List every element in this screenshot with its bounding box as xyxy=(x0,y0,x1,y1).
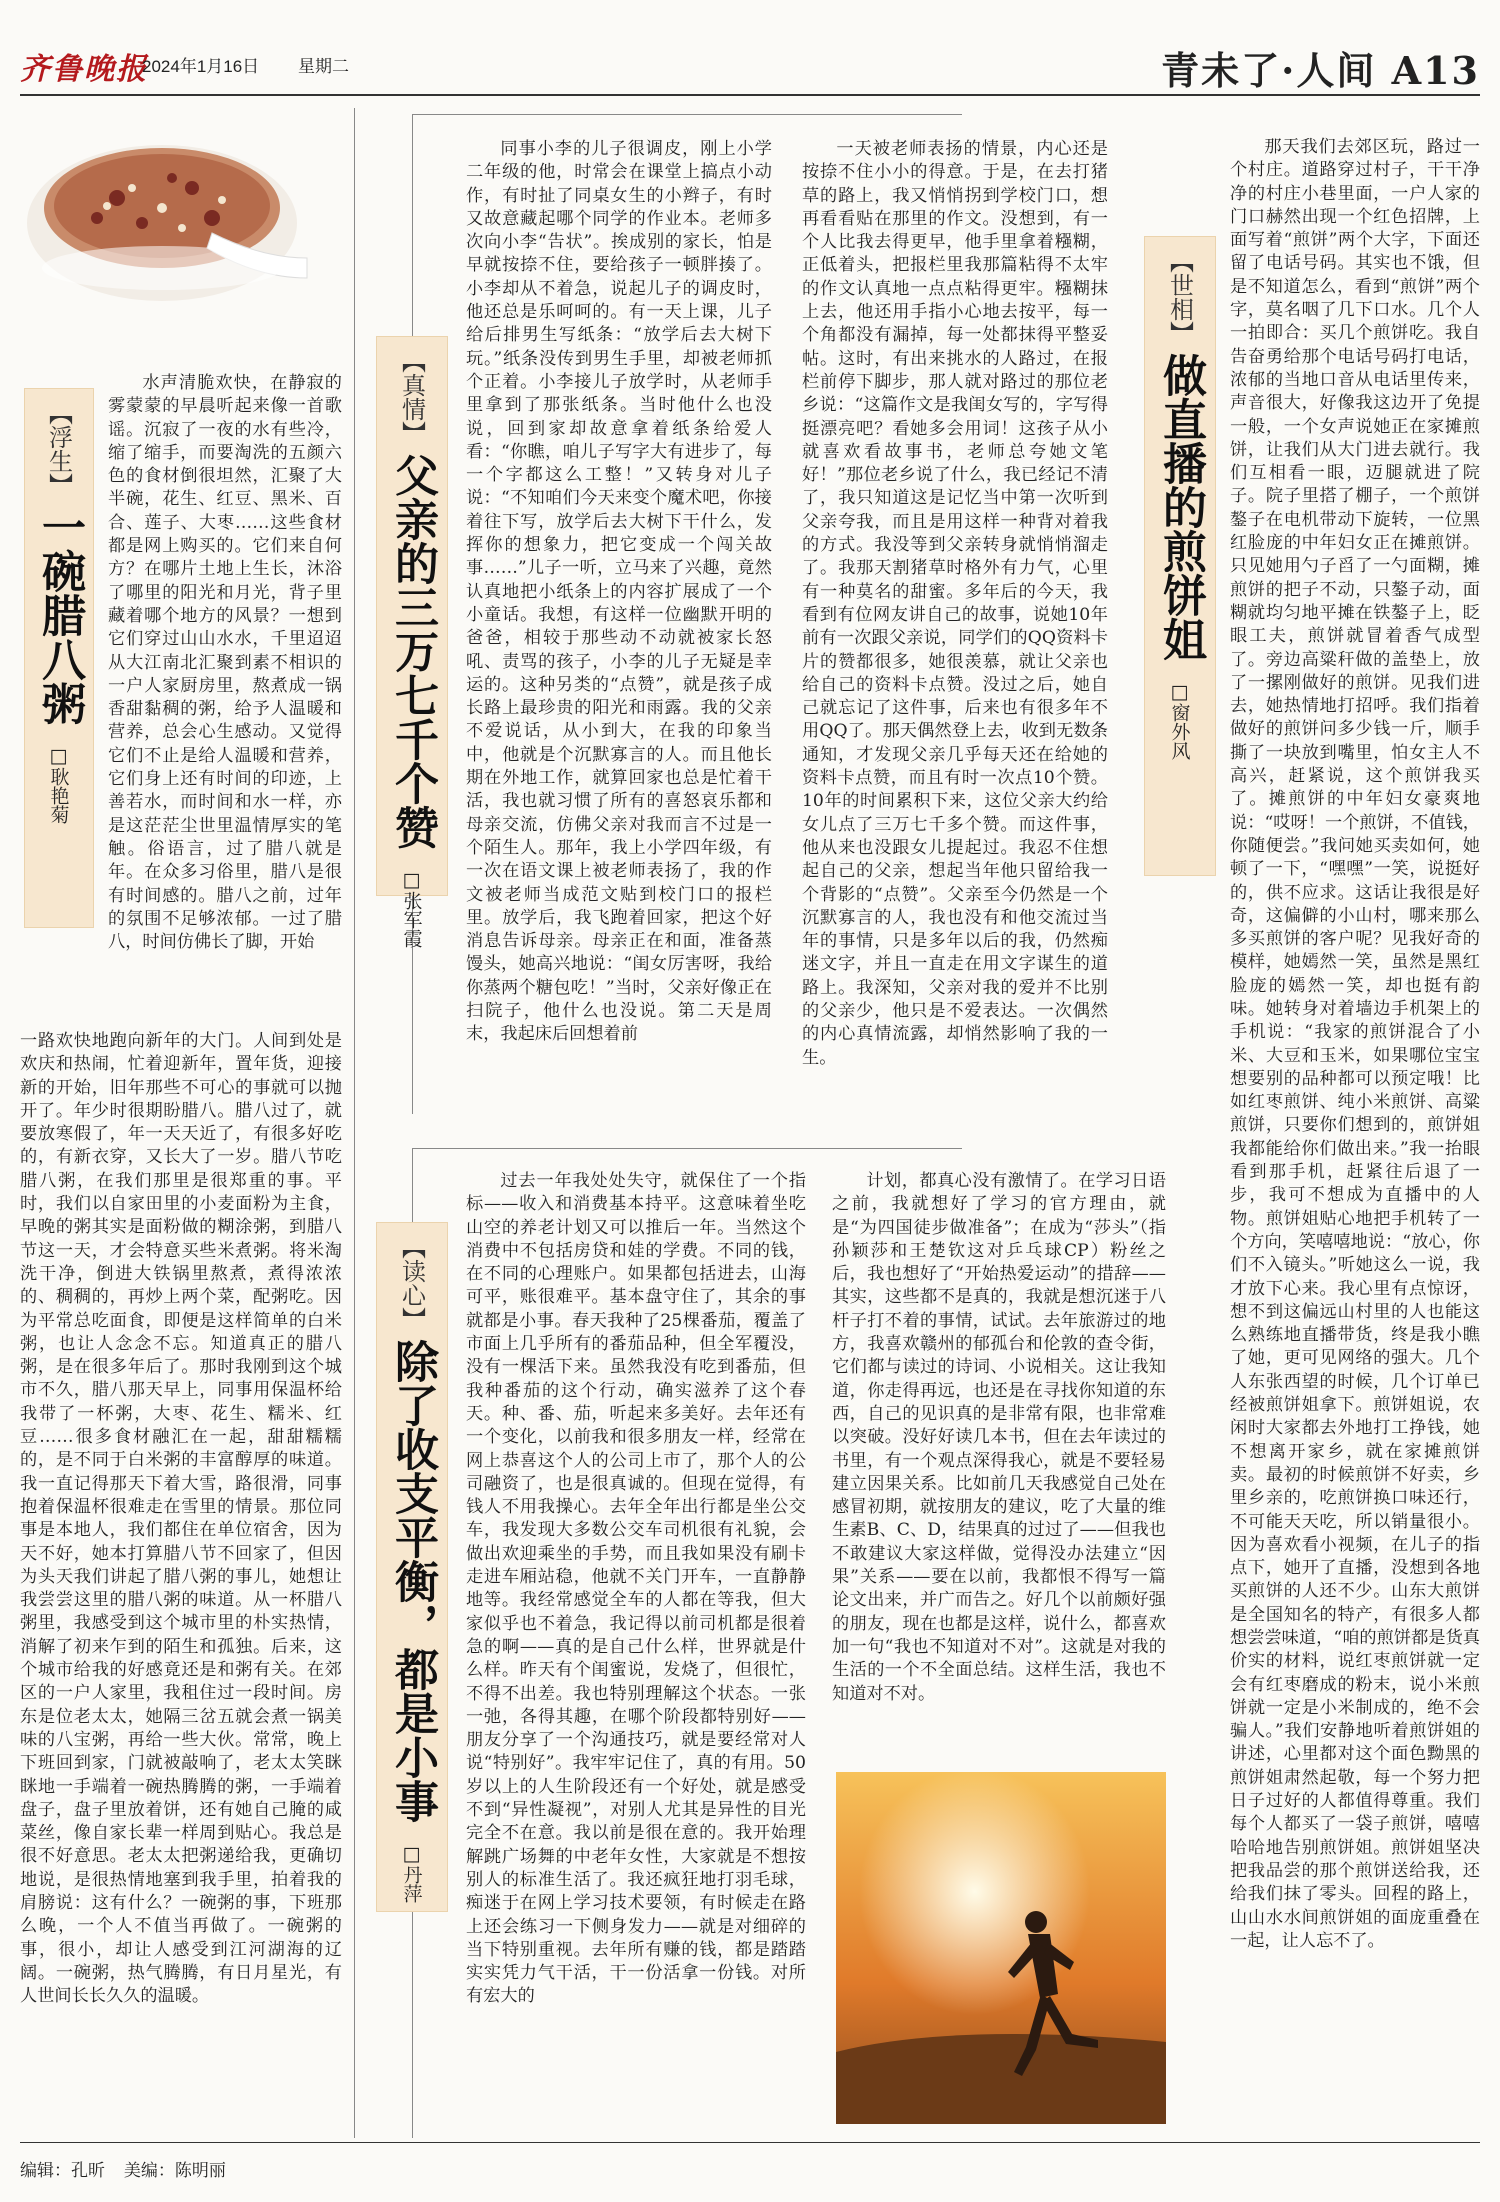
article4-title: 做直播的煎饼姐 xyxy=(1155,353,1206,661)
article2-body-col1: 同事小李的儿子很调皮，刚上小学二年级的他，时常会在课堂上搞点小动作，有时扯了同桌女生的小辫子，有时又故意藏起哪个同学的作业本。老师多次向小李“告状”。挨成别的家长，怕是早就按捺不住，要给孩子一顿胖揍了。小李却从不着急，说起儿子的调皮时，他还总是乐呵呵的。有一天上课，儿子给后排男生写纸条：“放学后去大树下玩。”纸条没传到男生手里，却被老师抓个正着。小李接儿子放学时，从老师手里拿到了那张纸条。当时他什么也没说，回到家却故意拿着纸条给爱人看：“你瞧，咱儿子写字大有进步了，每一个字都这么工整！”又转身对儿子说：“不知咱们今天来变个魔术吧，你接着往下写，放学后去大树下干什么，发挥你的想象力，把它变成一个闯关故事……”儿子一听，立马来了兴趣，竟然认真地把小纸条上的内容扩展成了一个小童话。我想，有这样一位幽默开明的爸爸，相较于那些动不动就被家长怒吼、责骂的孩子，小李的儿子无疑是幸运的。这种另类的“点赞”，就是孩子成长路上最珍贵的阳光和雨露。我的父亲不爱说话，从小到大，在我的印象当中，他就是个沉默寡言的人。而且他长期在外地工作，就算回家也总是忙着干活，我也就习惯了所有的喜怒哀乐都和母亲交流，仿佛父亲对我而言不过是一个陌生人。那年，我上小学四年级，有一次在语文课上被老师表扬了，我的作文被老师当成范文贴到校门口的报栏里。放学后，我飞跑着回家，把这个好消息告诉母亲。母亲正在和面，准备蒸馒头，她高兴地说：“闺女厉害呀，我给你蒸两个糖包吃！”当时，父亲好像正在扫院子，他什么也没说。第二天是周末，我起床后回想着前 xyxy=(466,139,772,1045)
article2-title: 父亲的三万七千个赞 xyxy=(387,453,438,849)
article2-top-rule xyxy=(412,114,962,115)
issue-date: 2024年1月16日 xyxy=(142,57,260,76)
article1-title: 一碗腊八粥 xyxy=(34,505,85,725)
article3-author: □丹萍 xyxy=(400,1843,423,1903)
article1-heading-block xyxy=(24,388,94,928)
article1-category: 【浮生】 xyxy=(44,401,73,497)
article1-body-lower: 一路欢快地跑向新年的大门。人间到处是欢庆和热闹，忙着迎新年，置年货，迎接新的开始，旧年那些不可心的事就可以抛开了。年少时很期盼腊八。腊八过了，就要放寒假了，年一天天近了，有很多好吃的，有新衣穿，又长大了一岁。腊八节吃腊八粥，在我们那里是很郑重的事。平时，我们以自家田里的小麦面粉为主食，早晚的粥其实是面粉做的糊涂粥，到腊八节这一天，才会特意买些米煮粥。将米淘洗干净，倒进大铁锅里熬煮，煮得浓浓的、稠稠的，再炒上两个菜，配粥吃。因为平常总吃面食，即便是这样简单的白米粥，也让人念念不忘。知道真正的腊八粥，是在很多年后了。那时我刚到这个城市不久，腊八那天早上，同事用保温杯给我带了一杯粥，大枣、花生、糯米、红豆……很多食材融汇在一起，甜甜糯糯的，是不同于白米粥的丰富醇厚的味道。我一直记得那天下着大雪，路很滑，同事抱着保温杯很难走在雪里的情景。那位同事是本地人，我们都住在单位宿舍，因为天不好，她本打算腊八节不回家了，但因为头天我们讲起了腊八粥的事儿，她想让我尝尝这里的腊八粥的味道。从一杯腊八粥里，我感受到这个城市里的朴实热情，消解了初来乍到的陌生和孤独。后来，这个城市给我的好感竟还是和粥有关。在郊区的一户人家里，我租住过一段时间。房东是位老太太，她隔三岔五就会煮一锅美味的八宝粥，再给一些大伙。常常，晚上下班回到家，门就被敲响了，老太太笑眯眯地一手端着一碗热腾腾的粥，一手端着盘子，盘子里放着饼，还有她自己腌的咸菜丝，像自家长辈一样周到贴心。我总是很不好意思。老太太把粥递给我，更确切地说，是很热情地塞到我手里，拍着我的肩膀说：这有什么？一碗粥的事，下班那么晚，一个人不值当再做了。一碗粥的事，很小，却让人感受到江河湖海的辽阔。一碗粥，热气腾腾，有日月星光，有人世间长长久久的温暖。 xyxy=(20,1031,342,2007)
issue-weekday: 星期二 xyxy=(298,57,349,76)
footer-art-editor: 美编：陈明丽 xyxy=(123,2161,226,2180)
footer-editor: 编辑：孔昕 xyxy=(20,2161,105,2180)
footer-credits xyxy=(20,2156,226,2181)
article2-author: □张军霞 xyxy=(400,869,423,948)
article4-author: □窗外风 xyxy=(1168,681,1191,760)
article2-body-col2: 一天被老师表扬的情景，内心还是按捺不住小小的得意。于是，在去打猪草的路上，我又悄悄拐到学校门口，想再看看贴在那里的作文。没想到，有一个人比我去得更早，他手里拿着糨糊，正低着头，把报栏里我那篇粘得不太牢的作文认真地一点点粘得更牢。糨糊抹上去，他还用手指小心地去按平，每一个角都没有漏掉，每一处都抹得平整妥帖。这时，有出来挑水的人路过，在报栏前停下脚步，那人就对路过的那位老乡说：“这篇作文是我闺女写的，字写得挺漂亮吧？看她多会用词！这孩子从小就喜欢看故事书，老师总夸她文笔好！”那位老乡说了什么，我已经记不清了，我只知道这是记忆当中第一次听到父亲夸我，而且是用这样一种背对着我的方式。我没等到父亲转身就悄悄溜走了。我那天割猪草时格外有力气，心里有一种莫名的甜蜜。多年后的今天，我看到有位网友讲自己的故事，说她10年前有一次跟父亲说，同学们的QQ资料卡片的赞都很多，她很羡慕，就让父亲也给自己的资料卡点赞。没过之后，她自己就忘记了这件事，后来也有很多年不用QQ了。那天偶然登上去，收到无数条通知，才发现父亲几乎每天还在给她的资料卡点赞，而且有时一次点10个赞。10年的时间累积下来，这位父亲大约给女儿点了三万七千多个赞。而这件事，他从来也没跟女儿提起过。我忍不住想起自己的父亲，想起当年他只留给我一个背影的“点赞”。父亲至今仍然是一个沉默寡言的人，我也没有和他交流过当年的事情，只是多年以后的我，仍然痴迷文字，并且一直走在用文字谋生的道路上。我深知，父亲对我的爱并不比别的父亲少，他只是不爱表达。一次偶然的内心真情流露，却悄然影响了我的一生。 xyxy=(802,139,1108,1068)
article2-category: 【真情】 xyxy=(397,349,426,445)
article3-title: 除了收支平衡，都是小事 xyxy=(387,1339,438,1823)
article1-author: □耿艳菊 xyxy=(47,745,70,824)
footer-rule xyxy=(20,2142,1480,2143)
article3-body-col2: 计划，都真心没有激情了。在学习日语之前，我就想好了学习的官方理由，就是“为四国徒步做准备”；在成为“莎头”（指孙颖莎和王楚钦这对乒乓球CP）粉丝之后，我也想好了“开始热爱运动”的措辞——其实，这些都不是真的，我就是想沉迷于八杆子打不着的事情，试试。去年旅游过的地方，我喜欢赣州的郁孤台和伦敦的查令街，它们都与读过的诗词、小说相关。这让我知道，你走得再远，也还是在寻找你知道的东西，自己的见识真的是非常有限，也非常难以突破。没好好读几本书，但在去年读过的书里，有一个观点深得我心，就是不要轻易建立因果关系。比如前几天我感觉自己处在感冒初期，就按朋友的建议，吃了大量的维生素B、C、D，结果真的过过了——但我也不敢建议大家这样做，觉得没办法建立“因果”关系——要在以前，我都恨不得写一篇论文出来，并广而告之。好几个以前颇好强的朋友，现在也都是这样，说什么，都喜欢加一句“我也不知道对不对”。这就是对我的生活的一个不全面总结。这样生活，我也不知道对不对。 xyxy=(832,1171,1166,1704)
article3-category: 【读心】 xyxy=(397,1235,426,1331)
column-divider xyxy=(354,108,355,2138)
article4-heading-block xyxy=(1144,236,1216,876)
article1-body-upper: 水声清脆欢快，在静寂的雾蒙蒙的早晨听起来像一首歌谣。沉寂了一夜的水有些冷，缩了缩手，而要淘洗的五颜六色的食材倒很坦然，汇聚了大半碗，花生、红豆、黑米、百合、莲子、大枣……这些食材都是网上购买的。它们来自何方？在哪片土地上生长，沐浴了哪里的阳光和月光，背子里藏着哪个地方的风景？一想到它们穿过山山水水，千里迢迢从大江南北汇聚到素不相识的一户人家厨房里，熬煮成一锅香甜黏稠的粥，给予人温暖和营养，总会心生感动。又觉得它们不止是给人温暖和营养，它们身上还有时间的印迹，上善若水，而时间和水一样，亦是这茫茫尘世里温情厚实的笔触。俗语言，过了腊八就是年。在众多习俗里，腊八是很有时间感的。腊八之前，过年的氛围不足够浓郁。一过了腊八，时间仿佛长了脚，开始 xyxy=(108,373,342,953)
porridge-bowl-photo xyxy=(22,108,312,308)
page-section-title: 青未了·人间 A13 xyxy=(1161,48,1480,93)
article4-category: 【世相】 xyxy=(1165,249,1194,345)
article3-heading-block xyxy=(376,1222,448,1912)
article2-heading-block xyxy=(376,336,448,948)
article3-body-col1: 过去一年我处处失守，就保住了一个指标——收入和消费基本持平。这意味着坐吃山空的养老计划又可以推后一年。当然这个消费中不包括房贷和娃的学费。不同的钱，在不同的心理账户。如果都包括进去，山海可平，账很难平。基本盘守住了，其余的事就都是小事。春天我种了25棵番茄，覆盖了市面上几乎所有的番茄品种，但全军覆没，没有一棵活下来。虽然我没有吃到番茄，但我种番茄的这个行动，确实滋养了这个春天。种、番、茄，听起来多美好。去年还有一个变化，以前我和很多朋友一样，经常在网上恭喜这个人的公司上市了，那个人的公司融资了，也是很真诚的。但现在觉得，有钱人不用我操心。去年全年出行都是坐公交车，我发现大多数公交车司机很有礼貌，会做出欢迎乘坐的手势，而且我如果没有刷卡走进车厢站稳，他就不关门开车，一直静静地等。我经常感觉全车的人都在等我，但大家似乎也不着急，我记得以前司机都是很着急的啊——真的是自己什么样，世界就是什么样。昨天有个闺蜜说，发烧了，但很忙，不得不出差。我也特别理解这个状态。一张一弛，各得其趣，在哪个阶段都特别好——朋友分享了一个沟通技巧，就是要经常对人说“特别好”。我牢牢记住了，真的有用。50岁以上的人生阶段还有一个好处，就是感受不到“异性凝视”，对别人尤其是异性的目光完全不在意。我以前是很在意的。我开始理解跳广场舞的中老年女性，大家就是不想按别人的标准生活了。我还疯狂地打羽毛球，痴迷于在网上学习技术要领，有时候走在路上还会练习一下侧身发力——就是对细碎的当下特别重视。去年所有赚的钱，都是踏踏实实凭力气干活，干一份活拿一份钱。对所有宏大的 xyxy=(466,1171,806,2007)
article3-top-rule xyxy=(412,1148,962,1149)
newspaper-logo: 齐鲁晚报 xyxy=(20,52,148,87)
header-rule xyxy=(20,94,1480,96)
article4-body: 那天我们去郊区玩，路过一个村庄。道路穿过村子，干干净净的村庄小巷里面，一户人家的门口赫然出现一个红色招牌，上面写着“煎饼”两个大字，下面还留了电话号码。其实也不饿，但是不知道怎么，看到“煎饼”两个字，莫名咽了几下口水。几个人一拍即合：买几个煎饼吃。我自告奋勇给那个电话号码打电话，浓郁的当地口音从电话里传来，声音很大，好像我这边开了免提一般，一个女声说她正在家摊煎饼，让我们从大门进去就行。我们互相看一眼，迈腿就进了院子。院子里搭了棚子，一个煎饼鏊子在电机带动下旋转，一位黑红脸庞的中年妇女正在摊煎饼。只见她用勺子舀了一勺面糊，摊煎饼的把子不动，只鏊子动，面糊就均匀地平摊在铁鏊子上，眨眼工夫，煎饼就冒着香气成型了。旁边高粱秆做的盖垫上，放了一摞刚做好的煎饼。见我们进去，她热情地打招呼。我们指着做好的煎饼问多少钱一斤，顺手撕了一块放到嘴里，怕女主人不高兴，赶紧说，这个煎饼我买了。摊煎饼的中年妇女豪爽地说：“哎呀！一个煎饼，不值钱，你随便尝。”我问她买卖如何，她顿了一下，“嘿嘿”一笑，说挺好的，供不应求。这话让我很是好奇，这偏僻的小山村，哪来那么多买煎饼的客户呢？见我好奇的模样，她嫣然一笑，虽然是黑红脸庞的嫣然一笑，却也挺有韵味。她转身对着墙边手机架上的手机说：“我家的煎饼混合了小米、大豆和玉米，如果哪位宝宝想要别的品种都可以预定哦！比如红枣煎饼、纯小米煎饼、高粱煎饼，只要你们想到的，煎饼姐我都能给你们做出来。”我一抬眼看到那手机，赶紧往后退了一步，我可不想成为直播中的人物。煎饼姐贴心地把手机转了一个方向，笑嘻嘻地说：“放心，你们不入镜头。”听她这么一说，我才放下心来。我心里有点惊讶，想不到这偏远山村里的人也能这么熟练地直播带货，终是我小瞧了她，更可见网络的强大。几个人东张西望的时候，几个订单已经被煎饼姐拿下。煎饼姐说，农闲时大家都去外地打工挣钱，她不想离开家乡，就在家摊煎饼卖。最初的时候煎饼不好卖，乡里乡亲的，吃煎饼换口味还行，不可能天天吃，所以销量很小。因为喜欢看小视频，在儿子的指点下，她开了直播，没想到各地买煎饼的人还不少。山东大煎饼是全国知名的特产，有很多人都想尝尝味道，“咱的煎饼都是货真价实的材料，说红枣煎饼就一定会有红枣磨成的粉末，说小米煎饼就一定是小米制成的，绝不会骗人。”我们安静地听着煎饼姐的讲述，心里都对这个面色黝黑的煎饼姐肃然起敬，每一个努力把日子过好的人都值得尊重。我们每个人都买了一袋子煎饼，嘻嘻哈哈地告别煎饼姐。煎饼姐坚决把我品尝的那个煎饼送给我，还给我们抹了零头。回程的路上，山山水水间煎饼姐的面庞重叠在一起，让人忘不了。 xyxy=(1230,137,1480,1951)
runner-photo xyxy=(836,1772,1166,2124)
